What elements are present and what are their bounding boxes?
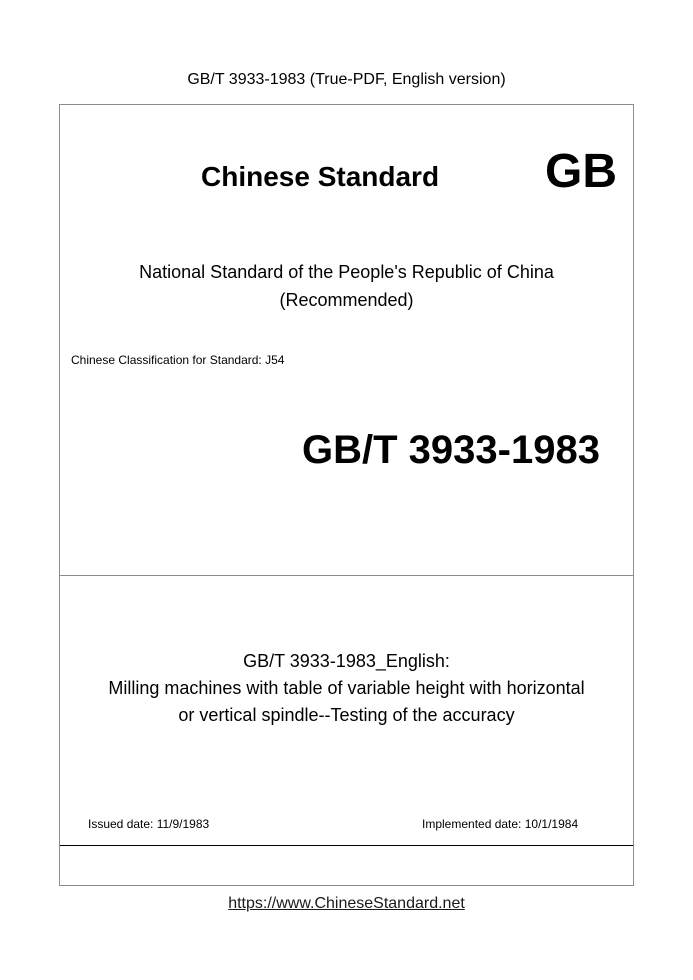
document-title (60, 648, 633, 729)
title-line-2: Milling machines with table of variable height with horizontal (108, 678, 585, 698)
recommended-line: (Recommended) (279, 290, 414, 310)
implemented-date: Implemented date: 10/1/1984 (422, 817, 579, 831)
issued-date: Issued date: 11/9/1983 (88, 817, 210, 831)
cover-title-section (60, 576, 633, 846)
cover-top-section (60, 105, 633, 576)
standard-number: GB/T 3933-1983 (302, 428, 600, 472)
chinese-standard-heading: Chinese Standard (201, 161, 440, 192)
title-line-3: or vertical spindle--Testing of the accuracy (178, 705, 515, 725)
cover-bottom-section (60, 846, 633, 885)
gb-mark: GB (545, 145, 617, 198)
website-link[interactable]: https://www.ChineseStandard.net (228, 895, 465, 912)
title-line-1: GB/T 3933-1983_English: (243, 651, 450, 671)
classification-line: Chinese Classification for Standard: J54 (71, 353, 285, 367)
cover-frame (59, 104, 634, 886)
footer (0, 894, 693, 914)
national-standard-line: National Standard of the People's Republic of China (139, 262, 554, 282)
page-header: GB/T 3933-1983 (True-PDF, English version) (187, 71, 506, 88)
